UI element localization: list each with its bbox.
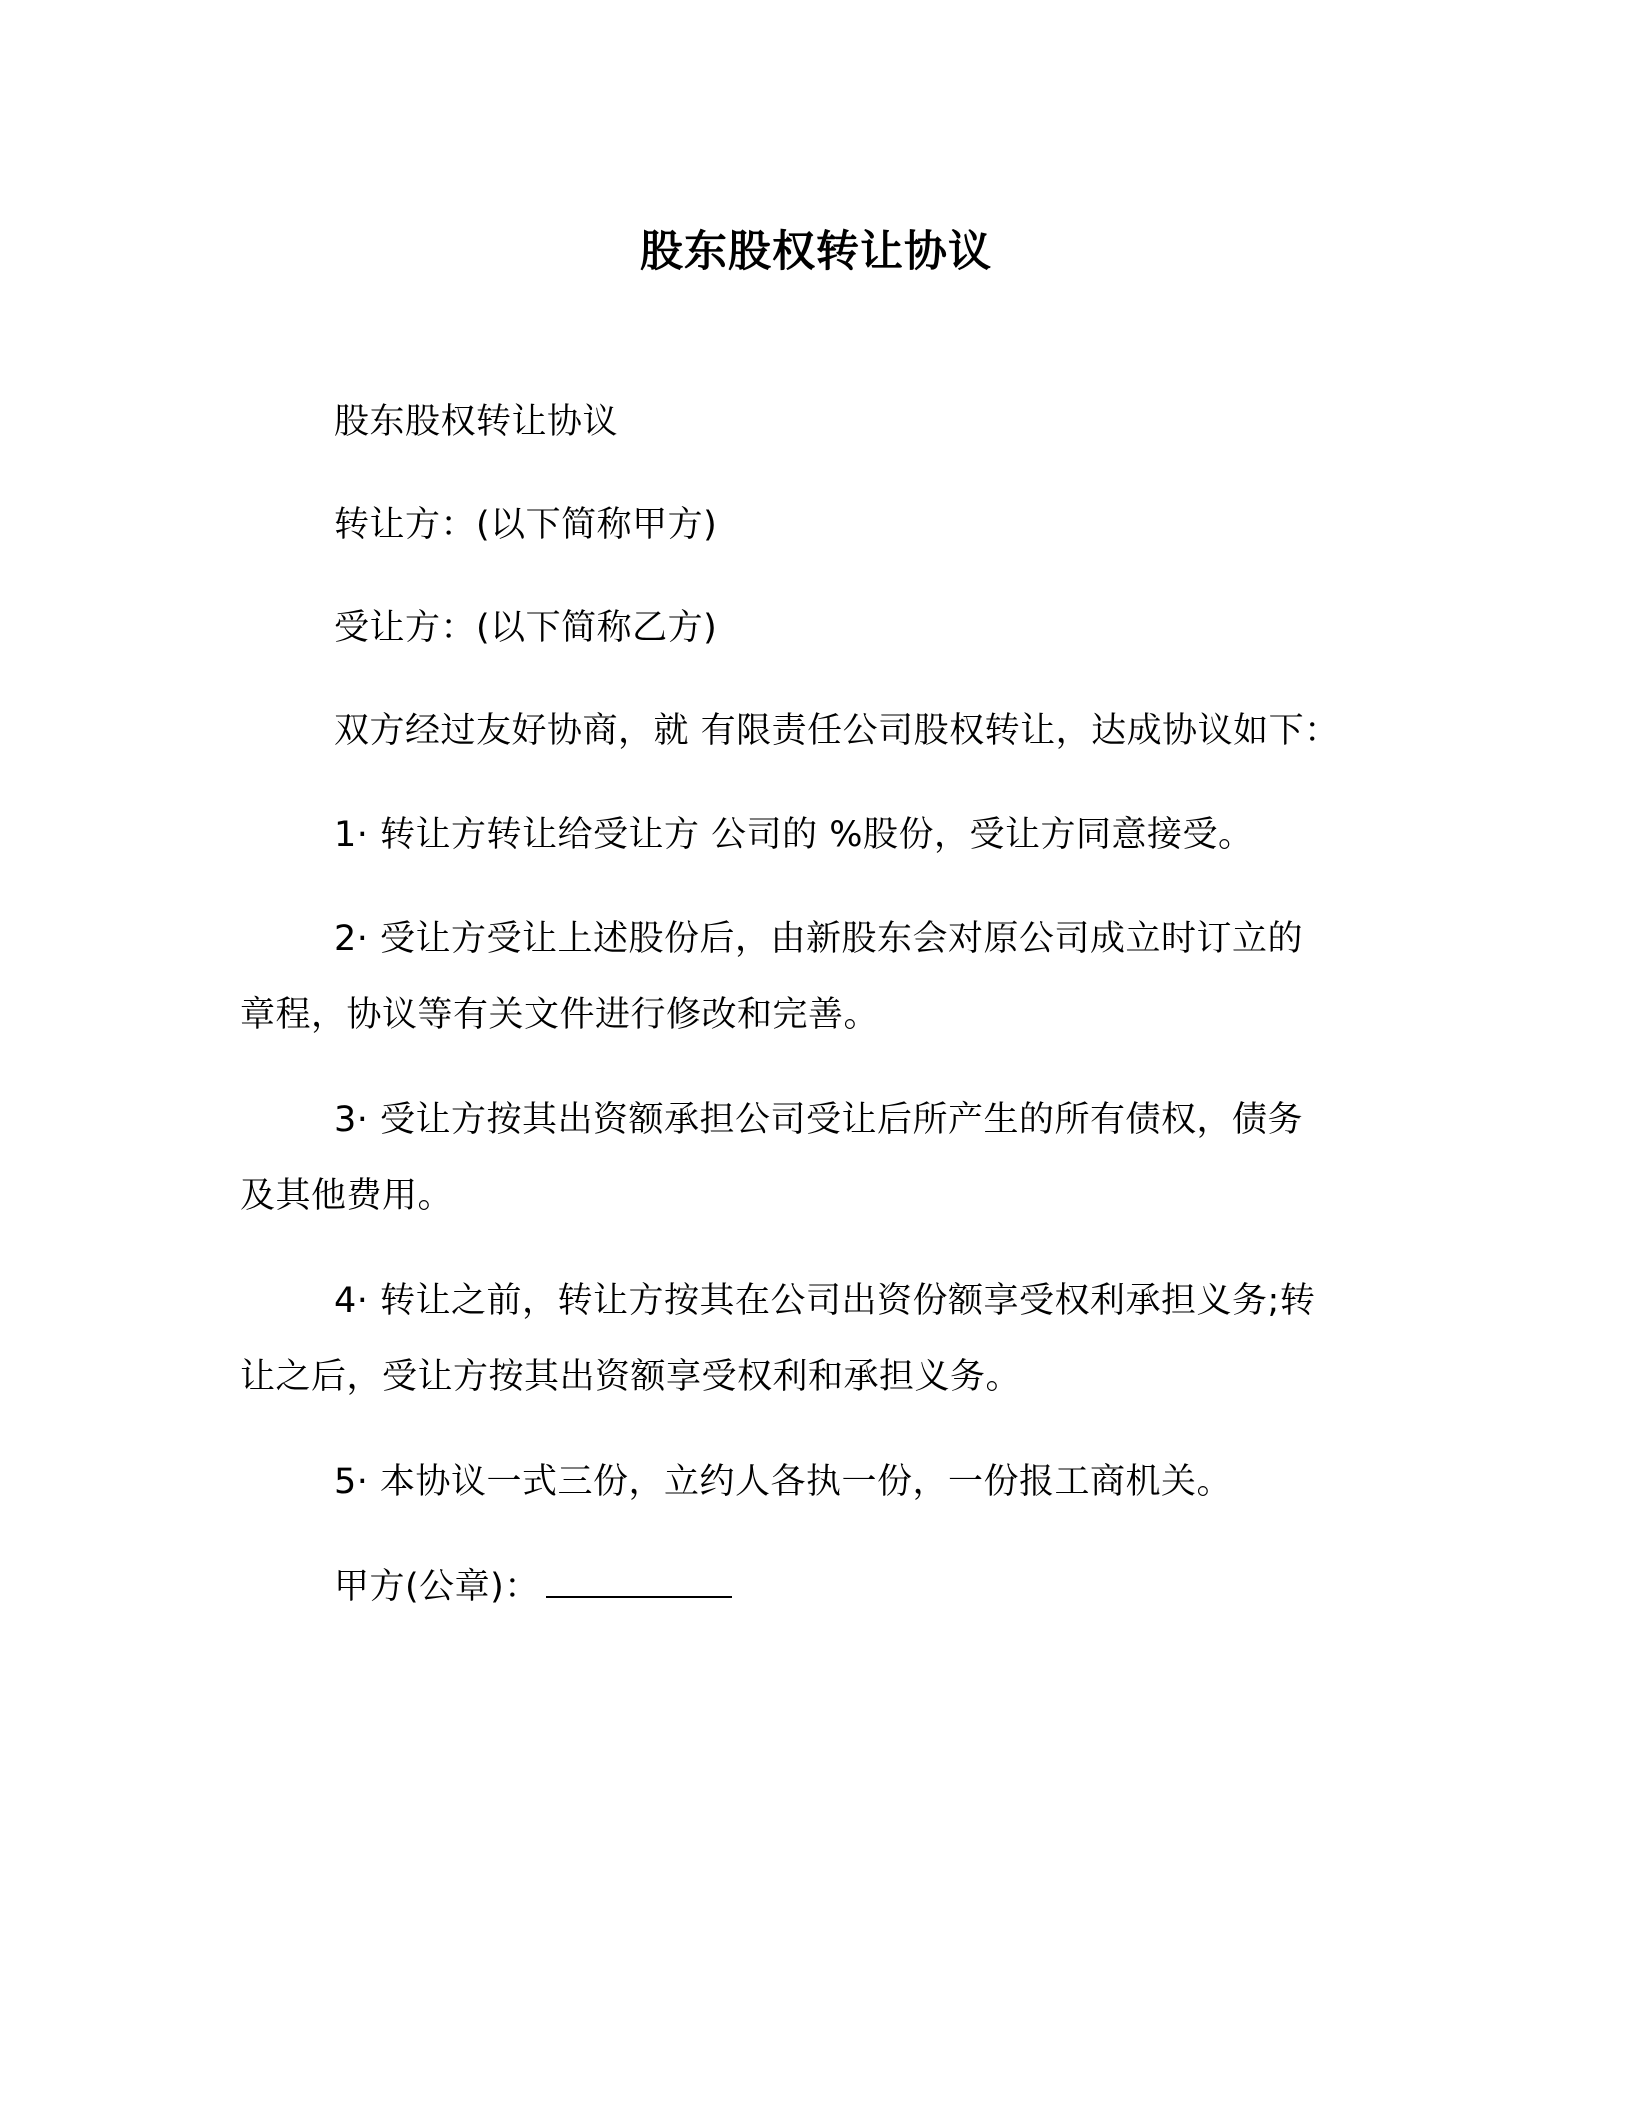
clause-5-line-1: 5· 本协议一式三份，立约人各执一份，一份报工商机关。 <box>334 1462 1233 1502</box>
transferee-line: 受让方：(以下简称乙方) <box>334 608 718 648</box>
signature-label: 甲方(公章)： <box>334 1567 540 1607</box>
clause-4-line-2: 让之后，受让方按其出资额享受权利和承担义务。 <box>240 1357 1022 1397</box>
clause-3-line-1: 3· 受让方按其出资额承担公司受让后所产生的所有债权，债务 <box>334 1100 1304 1140</box>
clause-4-line-1: 4· 转让之前，转让方按其在公司出资份额享受权利承担义务;转 <box>334 1281 1316 1321</box>
transferor-line: 转让方：(以下简称甲方) <box>334 505 718 545</box>
document-subtitle: 股东股权转让协议 <box>334 402 619 442</box>
signature-blank <box>546 1560 732 1598</box>
clause-3-line-2: 及其他费用。 <box>240 1176 454 1216</box>
clause-2-line-1: 2· 受让方受让上述股份后，由新股东会对原公司成立时订立的 <box>334 919 1304 959</box>
preamble-paragraph: 双方经过友好协商，就 有限责任公司股权转让，达成协议如下： <box>334 711 1340 751</box>
clause-2-line-2: 章程，协议等有关文件进行修改和完善。 <box>240 995 880 1035</box>
clause-1-line-1: 1· 转让方转让给受让方 公司的 %股份，受让方同意接受。 <box>334 815 1254 855</box>
signature-line <box>334 1560 732 1612</box>
document-title: 股东股权转让协议 <box>640 227 992 277</box>
